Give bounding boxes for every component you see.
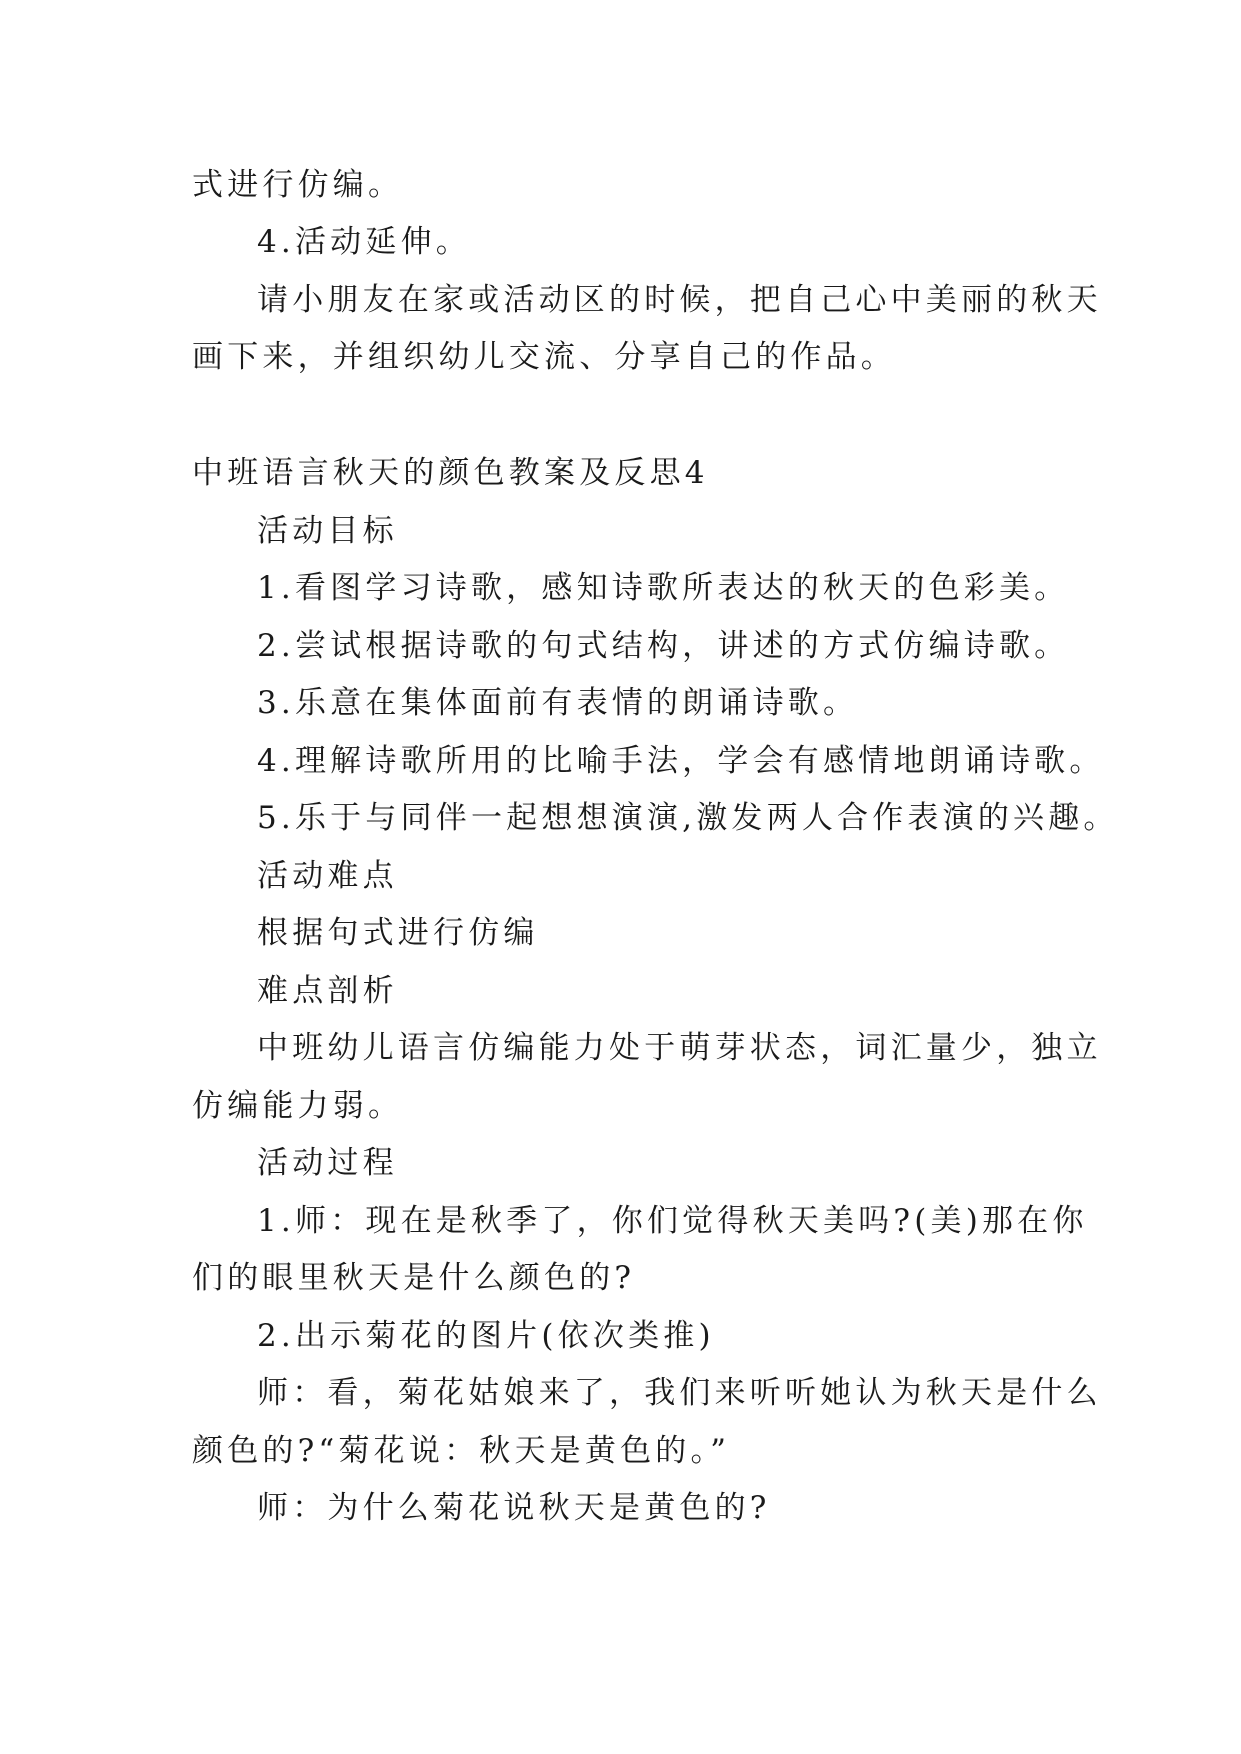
paragraph-line: 们的眼里秋天是什么颜色的? — [192, 1260, 636, 1296]
activity-extension-heading: 4.活动延伸。 — [257, 224, 471, 260]
paragraph-line: 师：为什么菊花说秋天是黄色的? — [257, 1490, 771, 1526]
paragraph-line: 师：看，菊花姑娘来了，我们来听听她认为秋天是什么 — [257, 1375, 1102, 1411]
paragraph-line: 根据句式进行仿编 — [257, 915, 539, 951]
heading-difficulty: 活动难点 — [257, 858, 398, 894]
paragraph-line: 中班幼儿语言仿编能力处于萌芽状态，词汇量少，独立 — [257, 1030, 1102, 1066]
goal-item: 3.乐意在集体面前有表情的朗诵诗歌。 — [257, 685, 859, 721]
goal-item: 2.尝试根据诗歌的句式结构，讲述的方式仿编诗歌。 — [257, 628, 1070, 664]
paragraph-continuation: 式进行仿编。 — [192, 167, 404, 203]
paragraph-line: 请小朋友在家或活动区的时候，把自己心中美丽的秋天 — [257, 282, 1102, 318]
heading-activity-process: 活动过程 — [257, 1145, 398, 1181]
paragraph-line: 仿编能力弱。 — [192, 1088, 404, 1124]
paragraph-line: 画下来，并组织幼儿交流、分享自己的作品。 — [192, 339, 896, 375]
heading-activity-goals: 活动目标 — [257, 513, 398, 549]
goal-item: 1.看图学习诗歌，感知诗歌所表达的秋天的色彩美。 — [257, 570, 1070, 606]
goal-item: 5.乐于与同伴一起想想演演,激发两人合作表演的兴趣。 — [257, 800, 1119, 836]
heading-difficulty-analysis: 难点剖析 — [257, 973, 398, 1009]
section-title: 中班语言秋天的颜色教案及反思4 — [192, 455, 709, 491]
goal-item: 4.理解诗歌所用的比喻手法，学会有感情地朗诵诗歌。 — [257, 743, 1105, 779]
paragraph-line: 1.师：现在是秋季了，你们觉得秋天美吗?(美)那在你 — [257, 1203, 1088, 1239]
paragraph-line: 颜色的?“菊花说：秋天是黄色的。” — [192, 1433, 731, 1469]
paragraph-line: 2.出示菊花的图片(依次类推) — [257, 1318, 715, 1354]
